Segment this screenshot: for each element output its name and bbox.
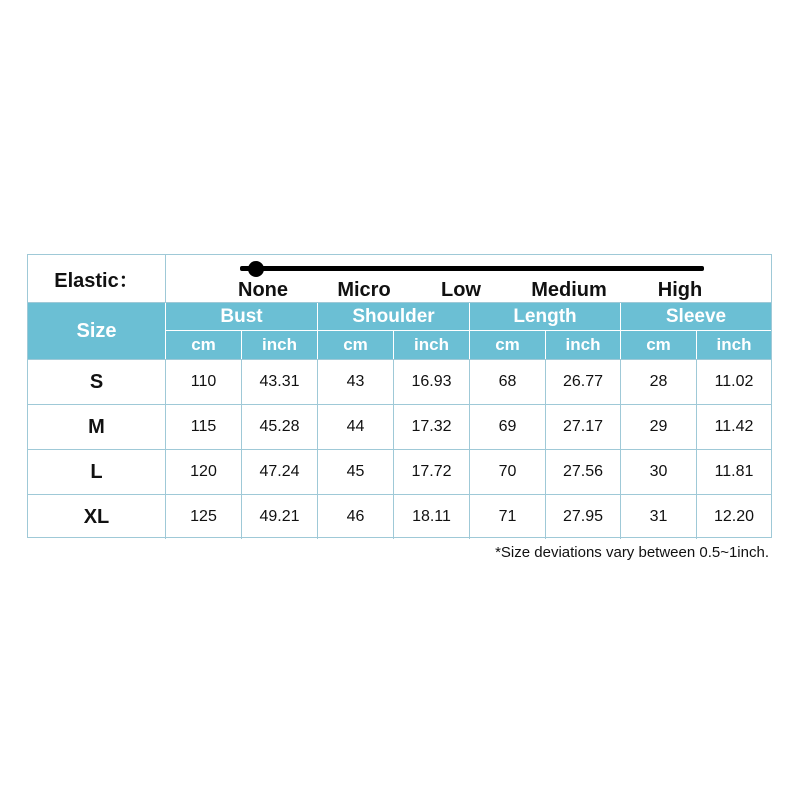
table-cell: 31 [621, 495, 697, 539]
unit-header: cm [470, 331, 546, 359]
elastic-label: Elastic： [28, 255, 166, 302]
elastic-indicator-icon [248, 261, 264, 277]
elastic-level-low: Low [441, 279, 481, 301]
unit-header: cm [318, 331, 394, 359]
unit-header: cm [166, 331, 242, 359]
table-cell: 16.93 [394, 360, 470, 404]
table-cell: 115 [166, 405, 242, 449]
unit-header: cm [621, 331, 697, 359]
size-chart [27, 254, 772, 538]
table-cell: 43 [318, 360, 394, 404]
unit-header: inch [394, 331, 470, 359]
table-row [28, 359, 771, 404]
length-header: Length [470, 303, 621, 331]
elastic-level-none: None [238, 279, 288, 301]
elastic-scale-track [240, 266, 704, 271]
table-cell: 47.24 [242, 450, 318, 494]
table-cell: 45.28 [242, 405, 318, 449]
table-cell: 26.77 [546, 360, 621, 404]
table-cell: 17.72 [394, 450, 470, 494]
bust-header: Bust [166, 303, 318, 331]
table-cell: 43.31 [242, 360, 318, 404]
elastic-level-medium: Medium [531, 279, 607, 301]
size-cell: S [28, 360, 166, 404]
elastic-row [28, 255, 771, 303]
table-cell: 120 [166, 450, 242, 494]
elastic-level-micro: Micro [337, 279, 391, 301]
table-cell: 11.02 [714, 373, 754, 390]
table-cell: 110 [166, 360, 242, 404]
shoulder-header: Shoulder [318, 303, 470, 331]
table-row [28, 404, 771, 449]
table-cell: 46 [318, 495, 394, 539]
size-cell: XL [28, 495, 166, 539]
table-cell: 28 [621, 360, 697, 404]
unit-header: inch [546, 331, 621, 359]
table-cell: 17.32 [394, 405, 470, 449]
table-cell: 71 [470, 495, 546, 539]
table-cell: 30 [621, 450, 697, 494]
table-cell: 70 [470, 450, 546, 494]
table-cell: 11.42 [714, 418, 754, 435]
table-cell: 45 [318, 450, 394, 494]
size-column-header: Size [28, 303, 166, 359]
table-cell: 27.95 [546, 495, 621, 539]
unit-header: inch [242, 331, 318, 359]
table-cell: 29 [621, 405, 697, 449]
table-cell: 49.21 [242, 495, 318, 539]
table-cell: 11.81 [714, 463, 754, 480]
table-cell: 12.20 [713, 508, 755, 525]
table-row [28, 494, 771, 539]
elastic-level-high: High [657, 279, 703, 301]
size-cell: M [28, 405, 166, 449]
table-row [28, 449, 771, 494]
table-cell: 44 [318, 405, 394, 449]
table-cell: 69 [470, 405, 546, 449]
table-cell: 125 [166, 495, 242, 539]
unit-header: inch [716, 335, 752, 354]
size-cell: L [28, 450, 166, 494]
size-deviation-note: *Size deviations vary between 0.5~1inch. [495, 544, 769, 561]
table-cell: 27.17 [546, 405, 621, 449]
sleeve-header: Sleeve [621, 303, 771, 331]
table-cell: 27.56 [546, 450, 621, 494]
table-cell: 18.11 [394, 495, 470, 539]
table-header [28, 303, 771, 359]
table-cell: 68 [470, 360, 546, 404]
